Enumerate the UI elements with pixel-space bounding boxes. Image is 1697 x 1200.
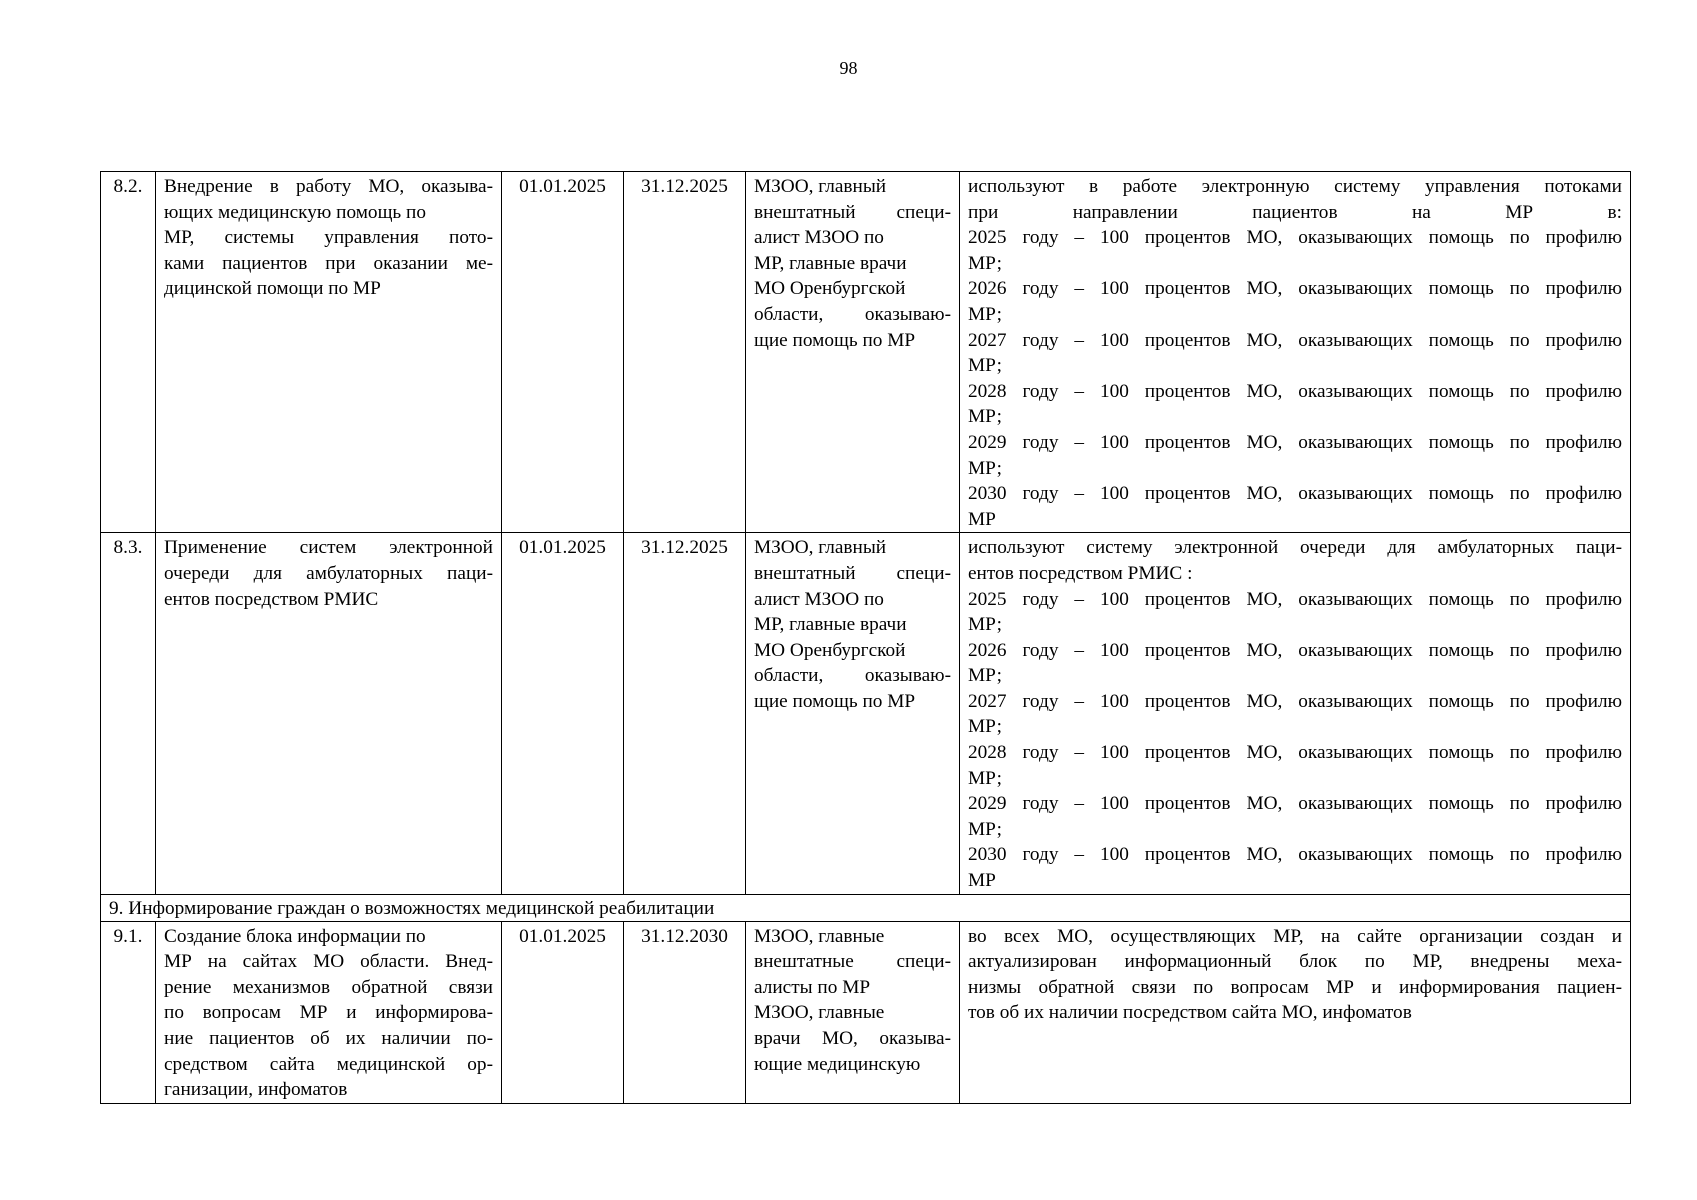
cell-line: ющих медицинскую помощь по [164, 201, 426, 223]
result-cell [960, 921, 1631, 1103]
cell-line: ками пациентов при оказании ме- [164, 252, 493, 274]
cell-line: МР; [968, 252, 1002, 274]
cell-line: алист МЗОО по [754, 227, 884, 249]
cell-line: МО Оренбургской [754, 639, 906, 661]
event-cell [156, 921, 502, 1103]
start-date: 01.01.2025 [502, 533, 624, 894]
cell-line: МО Оренбургской [754, 278, 906, 300]
responsible-cell [746, 533, 960, 894]
cell-line: ентов посредством РМИС [164, 588, 379, 610]
cell-line: алист МЗОО по [754, 588, 884, 610]
cell-line: 2025 году – 100 процентов МО, оказывающих помощь по профилю [968, 588, 1622, 610]
cell-line: 2030 году – 100 процентов МО, оказывающих помощь по профилю [968, 844, 1622, 866]
table-row-8-3 [101, 533, 1631, 894]
cell-line: средством сайта медицинской ор- [164, 1053, 493, 1075]
cell-line: во всех МО, осуществляющих МР, на сайте организации создан и [968, 925, 1622, 947]
cell-line: ющие медицинскую [754, 1053, 921, 1075]
cell-line: МР; [968, 818, 1002, 840]
cell-line: используют в работе электронную систему управления потоками [968, 176, 1622, 197]
row-number: 8.3. [101, 533, 156, 894]
row-number: 9.1. [101, 921, 156, 1103]
cell-line: области, оказываю- [754, 665, 951, 687]
section-title: 9. Информирование граждан о возможностях медицинской реабилитации [101, 894, 1631, 921]
cell-line: Создание блока информации по [164, 925, 426, 947]
table-row-8-2 [101, 172, 1631, 533]
end-date: 31.12.2025 [624, 533, 746, 894]
cell-line: МР; [968, 767, 1002, 789]
cell-line: 2027 году – 100 процентов МО, оказывающих помощь по профилю [968, 329, 1622, 351]
cell-line: актуализирован информационный блок по МР, внедрены меха- [968, 951, 1622, 973]
cell-line: Внедрение в работу МО, оказыва- [164, 176, 493, 197]
section-heading-row [101, 894, 1631, 921]
cell-line: МР [968, 870, 996, 892]
cell-line: МР; [968, 665, 1002, 687]
cell-line: МР; [968, 457, 1002, 479]
cell-line: дицинской помощи по МР [164, 278, 381, 300]
page-number: 98 [839, 58, 858, 78]
cell-line: алисты по МР [754, 976, 871, 998]
cell-line: 2026 году – 100 процентов МО, оказывающих помощь по профилю [968, 278, 1622, 300]
cell-line: низмы обратной связи по вопросам МР и информирования пациен- [968, 976, 1622, 998]
cell-line: МР, системы управления пото- [164, 227, 493, 249]
cell-line: внештатные специ- [754, 951, 951, 973]
cell-line: тов об их наличии посредством сайта МО, инфоматов [968, 1002, 1412, 1024]
cell-line: МР на сайтах МО области. Внед- [164, 951, 493, 973]
cell-line: МЗОО, главные [754, 925, 885, 947]
result-cell [960, 172, 1631, 533]
responsible-cell [746, 172, 960, 533]
cell-line: МР; [968, 406, 1002, 428]
cell-line: щие помощь по МР [754, 329, 916, 351]
cell-line: 2029 году – 100 процентов МО, оказывающих помощь по профилю [968, 431, 1622, 453]
row-number: 8.2. [101, 172, 156, 533]
cell-line: рение механизмов обратной связи [164, 976, 493, 998]
end-date: 31.12.2025 [624, 172, 746, 533]
end-date: 31.12.2030 [624, 921, 746, 1103]
event-cell [156, 172, 502, 533]
start-date: 01.01.2025 [502, 172, 624, 533]
cell-line: 2028 году – 100 процентов МО, оказывающих помощь по профилю [968, 380, 1622, 402]
cell-line: МР [968, 508, 996, 530]
cell-line: МР, главные врачи [754, 614, 907, 636]
cell-line: щие помощь по МР [754, 690, 916, 712]
cell-line: внештатный специ- [754, 562, 951, 584]
table-row-9-1 [101, 921, 1631, 1103]
cell-line: области, оказываю- [754, 303, 951, 325]
cell-line: 2028 году – 100 процентов МО, оказывающих помощь по профилю [968, 742, 1622, 764]
cell-line: 2026 году – 100 процентов МО, оказывающих помощь по профилю [968, 639, 1622, 661]
cell-line: по вопросам МР и информирова- [164, 1002, 493, 1024]
cell-line: МР; [968, 614, 1002, 636]
cell-line: МР; [968, 303, 1002, 325]
cell-line: внештатный специ- [754, 201, 951, 223]
event-cell [156, 533, 502, 894]
cell-line: 2027 году – 100 процентов МО, оказывающих помощь по профилю [968, 690, 1622, 712]
cell-line: МР; [968, 355, 1002, 377]
cell-line: 2025 году – 100 процентов МО, оказывающих помощь по профилю [968, 227, 1622, 249]
result-cell [960, 533, 1631, 894]
cell-line: МР; [968, 716, 1002, 738]
cell-line: МЗОО, главный [754, 537, 887, 559]
cell-line: ние пациентов об их наличии по- [164, 1028, 493, 1049]
cell-line: МЗОО, главный [754, 176, 887, 197]
responsible-cell [746, 921, 960, 1103]
cell-line: при направлении пациентов на МР в: [968, 201, 1622, 223]
cell-line: Применение систем электронной [164, 537, 493, 559]
cell-line: ентов посредством РМИС : [968, 562, 1193, 584]
cell-line: МЗОО, главные [754, 1002, 885, 1024]
cell-line: 2030 году – 100 процентов МО, оказывающих помощь по профилю [968, 483, 1622, 505]
start-date: 01.01.2025 [502, 921, 624, 1103]
cell-line: ганизации, инфоматов [164, 1079, 348, 1101]
cell-line: используют систему электронной очереди для амбулаторных паци- [968, 537, 1622, 559]
cell-line: МР, главные врачи [754, 252, 907, 274]
cell-line: врачи МО, оказыва- [754, 1028, 951, 1049]
cell-line: 2029 году – 100 процентов МО, оказывающих помощь по профилю [968, 793, 1622, 815]
cell-line: очереди для амбулаторных паци- [164, 562, 493, 584]
plan-table [100, 171, 1631, 1104]
